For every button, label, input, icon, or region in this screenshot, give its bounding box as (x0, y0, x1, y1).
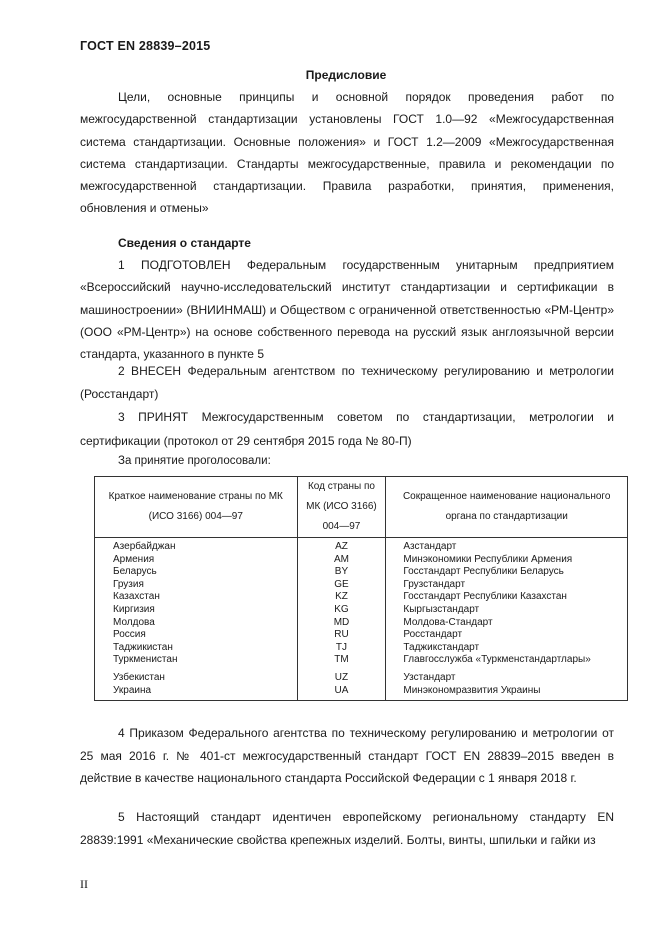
country-name: Казахстан (95, 591, 298, 604)
country-code: KZ (297, 591, 386, 604)
country-code: BY (297, 566, 386, 579)
national-body: Главгосслужба «Туркменстандартлары» (386, 654, 628, 667)
table-row (95, 566, 628, 579)
country-name: Россия (95, 629, 298, 642)
preface-text: Цели, основные принципы и основной порядок проведения работ по межгосударственной стандартизации установлены ГОСТ 1.0—92 «Межгосударственная система стандартизации. Основные положения» и ГОСТ 1.2—2009 «Межгосударственная система стандартизации. Стандарты межгосударственные, правила и рекомендации по межгосударственной стандартизации. Правила разработки, принятия, применения, обновления и отмены» (80, 90, 614, 216)
national-body: Госстандарт Республики Казахстан (386, 591, 628, 604)
national-body: Госстандарт Республики Беларусь (386, 566, 628, 579)
country-code: TM (297, 654, 386, 667)
country-code: RU (297, 629, 386, 642)
country-code: MD (297, 617, 386, 630)
table-row (95, 554, 628, 567)
country-name: Украина (95, 685, 298, 701)
table-header-row (95, 477, 628, 538)
country-code: AM (297, 554, 386, 567)
national-body: Минэкономики Республики Армения (386, 554, 628, 567)
table-row (95, 579, 628, 592)
header-country-name: Краткое наименование страны по МК (ИСО 3166) 004—97 (95, 477, 298, 538)
table-row (95, 642, 628, 655)
table-row (95, 617, 628, 630)
country-name: Армения (95, 554, 298, 567)
country-code: UA (297, 685, 386, 701)
vote-label: За принятие проголосовали: (118, 455, 271, 467)
country-name: Таджикистан (95, 642, 298, 655)
table-row (95, 654, 628, 667)
table-row (95, 629, 628, 642)
national-body: Азстандарт (386, 538, 628, 554)
country-code: AZ (297, 538, 386, 554)
country-name: Узбекистан (95, 667, 298, 685)
country-name: Киргизия (95, 604, 298, 617)
country-name: Беларусь (95, 566, 298, 579)
info-item-1 (80, 254, 614, 365)
national-body: Грузстандарт (386, 579, 628, 592)
country-code: UZ (297, 667, 386, 685)
country-name: Молдова (95, 617, 298, 630)
info-item-4-text: 4 Приказом Федерального агентства по техническому регулированию и метрологии от 25 мая 2016 г. № 401-ст межгосударственный стандарт ГОСТ EN 28839–2015 введен в действие в качестве национального стандарта Российской Федерации с 1 января 2018 г. (80, 726, 614, 785)
national-body: Минэкономразвития Украины (386, 685, 628, 701)
header-country-code: Код страны по МК (ИСО 3166) 004—97 (297, 477, 386, 538)
document-code: ГОСТ EN 28839–2015 (80, 39, 211, 53)
table-row (95, 604, 628, 617)
national-body: Узстандарт (386, 667, 628, 685)
info-item-2 (80, 360, 614, 406)
country-code: GE (297, 579, 386, 592)
info-item-3-text: 3 ПРИНЯТ Межгосударственным советом по стандартизации, метрологии и сертификации (протокол от 29 сентября 2015 года № 80-П) (80, 410, 614, 448)
preface-title: Предисловие (305, 68, 387, 82)
info-item-2-text: 2 ВНЕСЕН Федеральным агентством по техническому регулированию и метрологии (Росстандарт) (80, 364, 614, 401)
header-national-body: Сокращенное наименование национального органа по стандартизации (386, 477, 628, 538)
page-number: II (80, 877, 88, 891)
national-body: Таджикстандарт (386, 642, 628, 655)
info-item-5-text: 5 Настоящий стандарт идентичен европейскому региональному стандарту EN 28839:1991 «Механические свойства крепежных изделий. Болты, винты, шпильки и гайки из (80, 810, 614, 847)
info-item-4 (80, 722, 614, 790)
info-item-1-text: 1 ПОДГОТОВЛЕН Федеральным государственным унитарным предприятием «Всероссийский научно-исследовательский институт стандартизации и сертификации в машиностроении» (ВНИИНМАШ) и Обществом с ограниченной ответственностью «РМ-Центр» (ООО «РМ-Центр») на основе собственного перевода на русский язык англоязычной версии стандарта, указанного в пункте 5 (80, 258, 614, 362)
country-name: Азербайджан (95, 538, 298, 554)
table-row (95, 591, 628, 604)
voting-table (94, 476, 628, 701)
info-title: Сведения о стандарте (118, 236, 251, 250)
table-row (95, 685, 628, 701)
national-body: Росстандарт (386, 629, 628, 642)
table-row (95, 667, 628, 685)
country-name: Туркменистан (95, 654, 298, 667)
table-row (95, 538, 628, 554)
country-code: KG (297, 604, 386, 617)
preface-paragraph (80, 86, 614, 220)
info-item-5 (80, 806, 614, 851)
info-item-3 (80, 405, 614, 453)
national-body: Молдова-Стандарт (386, 617, 628, 630)
country-name: Грузия (95, 579, 298, 592)
country-code: TJ (297, 642, 386, 655)
national-body: Кыргызстандарт (386, 604, 628, 617)
